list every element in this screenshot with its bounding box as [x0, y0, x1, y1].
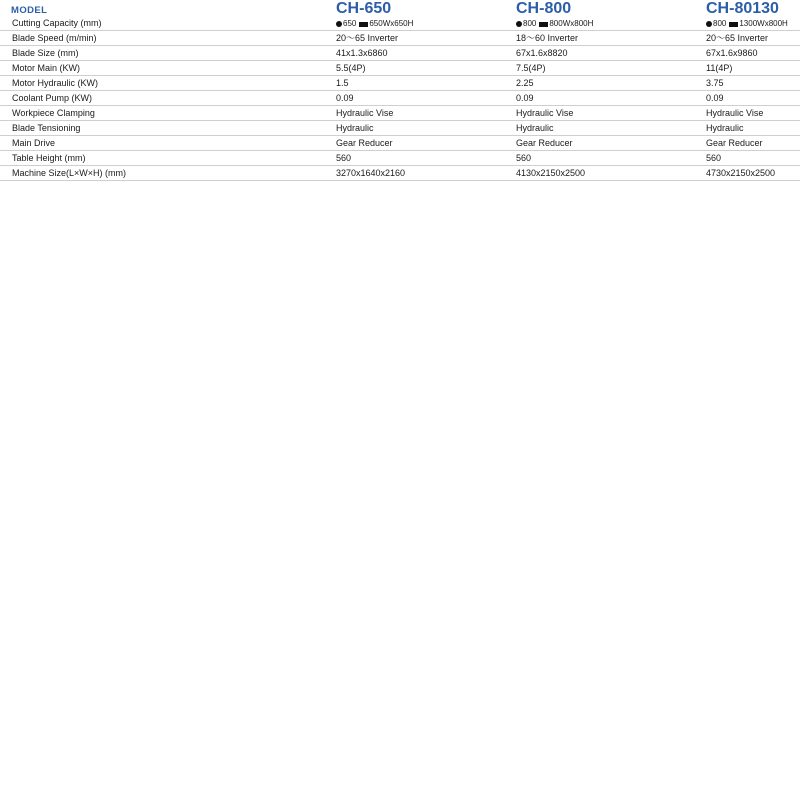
row-label: Coolant Pump (KW): [12, 93, 93, 103]
row-label: Workpiece Clamping: [12, 108, 95, 118]
row-value: 4130x2150x2500: [516, 168, 586, 178]
capacity-cell: 800 800Wx800H: [516, 19, 593, 29]
row-value: Hydraulic: [336, 123, 374, 133]
row-value: 41x1.3x6860: [336, 48, 388, 58]
rectangular-stock-icon: [729, 22, 738, 27]
row-label: Main Drive: [12, 138, 56, 148]
table-row: [0, 46, 800, 61]
row-label: Table Height (mm): [12, 153, 86, 163]
model-label: MODEL: [11, 5, 48, 16]
table-row: [0, 76, 800, 91]
row-value: Gear Reducer: [706, 138, 763, 148]
capacity-row: [0, 16, 800, 31]
spec-rows: [0, 31, 800, 181]
rectangular-stock-icon: [539, 22, 548, 27]
row-value: Hydraulic: [516, 123, 554, 133]
model-name-ch80130: CH-80130: [706, 0, 779, 17]
round-stock-icon: [516, 21, 522, 27]
table-row: [0, 91, 800, 106]
row-value: Gear Reducer: [516, 138, 573, 148]
round-stock-icon: [336, 21, 342, 27]
row-value: 67x1.6x8820: [516, 48, 568, 58]
row-label: Blade Tensioning: [12, 123, 81, 133]
table-row: [0, 31, 800, 46]
row-value: 0.09: [706, 93, 724, 103]
table-row: [0, 106, 800, 121]
table-row: [0, 166, 800, 181]
table-row: [0, 61, 800, 76]
row-value: 18～60 Inverter: [516, 33, 579, 43]
table-row: [0, 121, 800, 136]
row-value: Hydraulic Vise: [336, 108, 394, 118]
capacity-cell: 800 1300Wx800H: [706, 19, 788, 29]
header-row: [0, 0, 800, 16]
round-stock-icon: [706, 21, 712, 27]
model-name-ch800: CH-800: [516, 0, 572, 17]
row-value: Hydraulic: [706, 123, 744, 133]
row-value: 3270x1640x2160: [336, 168, 406, 178]
row-value: 2.25: [516, 78, 534, 88]
row-value: 560: [706, 153, 722, 163]
table-row: [0, 151, 800, 166]
row-value: 11(4P): [706, 63, 733, 73]
row-value: 20～65 Inverter: [336, 33, 399, 43]
row-label: Blade Speed (m/min): [12, 33, 97, 43]
row-value: Gear Reducer: [336, 138, 393, 148]
spec-table: [0, 0, 800, 181]
row-value: 7.5(4P): [516, 63, 546, 73]
row-label: Machine Size(L×W×H) (mm): [12, 168, 127, 178]
rectangular-stock-icon: [359, 22, 368, 27]
row-value: 5.5(4P): [336, 63, 366, 73]
row-value: Hydraulic Vise: [516, 108, 574, 118]
row-label: Motor Hydraulic (KW): [12, 78, 99, 88]
row-value: 560: [516, 153, 532, 163]
row-value: 3.75: [706, 78, 724, 88]
model-name-ch650: CH-650: [336, 0, 392, 17]
row-value: 0.09: [336, 93, 354, 103]
row-label: Motor Main (KW): [12, 63, 81, 73]
row-value: Hydraulic Vise: [706, 108, 764, 118]
table-row: [0, 136, 800, 151]
row-value: 20～65 Inverter: [706, 33, 769, 43]
row-value: 1.5: [336, 78, 349, 88]
row-label: Blade Size (mm): [12, 48, 79, 58]
row-value: 0.09: [516, 93, 534, 103]
row-value: 560: [336, 153, 352, 163]
row-label: Cutting Capacity (mm): [12, 18, 102, 28]
capacity-cell: 650 650Wx650H: [336, 19, 413, 29]
row-value: 67x1.6x9860: [706, 48, 758, 58]
row-value: 4730x2150x2500: [706, 168, 776, 178]
